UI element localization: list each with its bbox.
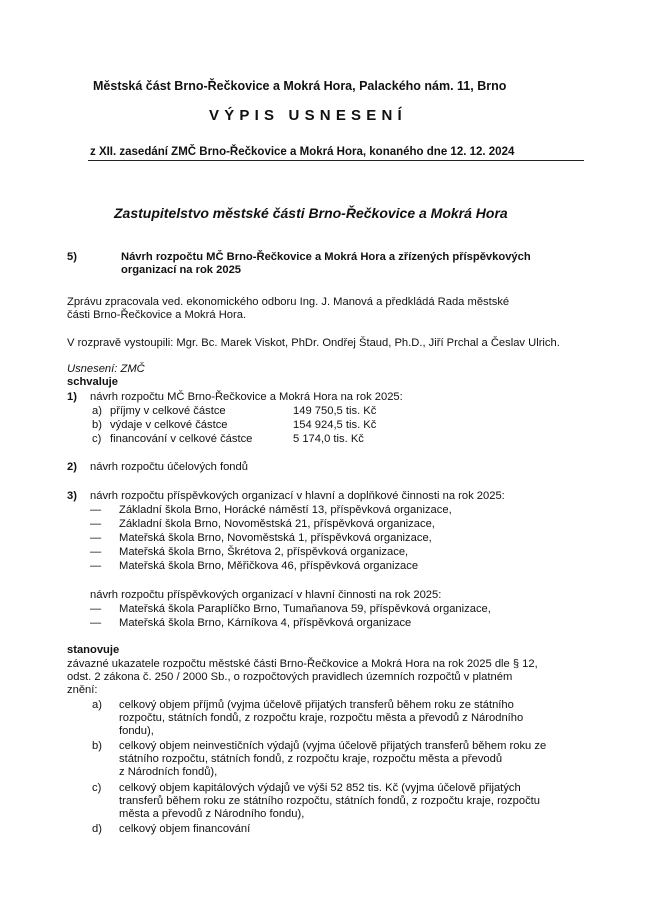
indicator-line: celkový objem neinvestičních výdajů (vyjma účelově přijatých transferů během roku ze	[119, 740, 547, 752]
budget-label: příjmy v celkové částce	[110, 405, 226, 417]
budget-value: 154 924,5 tis. Kč	[293, 419, 377, 431]
council-heading: Zastupitelstvo městské části Brno-Řečkovice a Mokrá Hora	[114, 205, 508, 221]
organization-item: Mateřská škola Brno, Kárníkova 4, příspěvková organizace	[119, 617, 412, 629]
list-dash: —	[90, 560, 102, 572]
list-dash: —	[90, 532, 102, 544]
list-dash: —	[90, 546, 102, 558]
indicator-letter: a)	[92, 699, 102, 711]
point-text: návrh rozpočtu příspěvkových organizací v hlavní činnosti na rok 2025:	[90, 589, 442, 601]
budget-letter: c)	[92, 433, 102, 445]
indicator-line: fondu),	[119, 725, 154, 737]
list-dash: —	[90, 504, 102, 516]
organization-item: Mateřská škola Brno, Škrétova 2, příspěvková organizace,	[119, 546, 409, 558]
sets-intro-line: odst. 2 zákona č. 250 / 2000 Sb., o rozpočtových pravidlech územních rozpočtů v platném	[67, 671, 513, 683]
approves-heading: schvaluje	[67, 376, 118, 388]
item-number: 5)	[67, 251, 77, 263]
document-title: VÝPIS USNESENÍ	[209, 107, 407, 124]
point-text: návrh rozpočtu MČ Brno-Řečkovice a Mokrá Hora na rok 2025:	[90, 391, 403, 403]
list-dash: —	[90, 603, 102, 615]
budget-letter: a)	[92, 405, 102, 417]
list-dash: —	[90, 518, 102, 530]
indicator-letter: d)	[92, 823, 102, 835]
organization-item: Mateřská škola Brno, Novoměstská 1, příspěvková organizace,	[119, 532, 432, 544]
organization-item: Základní škola Brno, Horácké náměstí 13, příspěvková organizace,	[119, 504, 452, 516]
indicator-line: celkový objem financování	[119, 823, 251, 835]
header-rule	[88, 160, 584, 161]
item-title-line: organizací na rok 2025	[121, 264, 242, 276]
budget-label: výdaje v celkové částce	[110, 419, 228, 431]
organization-item: Mateřská škola Paraplíčko Brno, Tumaňanova 59, příspěvková organizace,	[119, 603, 491, 615]
budget-label: financování v celkové částce	[110, 433, 253, 445]
point-number: 2)	[67, 461, 77, 473]
budget-letter: b)	[92, 419, 102, 431]
indicator-line: rozpočtu, státních fondů, z rozpočtu kraje, rozpočtu města a převodů z Národního	[119, 712, 524, 724]
budget-value: 149 750,5 tis. Kč	[293, 405, 377, 417]
indicator-line: transferů během roku ze státního rozpočtu, státních fondů, z rozpočtu kraje, rozpočtu	[119, 795, 541, 807]
organization-item: Základní škola Brno, Novoměstská 21, příspěvková organizace,	[119, 518, 435, 530]
session-subtitle: z XII. zasedání ZMČ Brno-Řečkovice a Mokrá Hora, konaného dne 12. 12. 2024	[90, 146, 515, 158]
point-text: návrh rozpočtu účelových fondů	[90, 461, 248, 473]
list-dash: —	[90, 617, 102, 629]
prepared-by-line: Zprávu zpracovala ved. ekonomického odboru Ing. J. Manová a předkládá Rada městské	[67, 296, 510, 308]
indicator-line: státního rozpočtu, státních fondů, z rozpočtu kraje, rozpočtu města a převodů	[119, 753, 503, 765]
sets-intro-line: znění:	[67, 684, 98, 696]
indicator-line: z Národních fondů),	[119, 766, 218, 778]
prepared-by-line: části Brno-Řečkovice a Mokrá Hora.	[67, 309, 247, 321]
point-number: 3)	[67, 490, 77, 502]
indicator-line: města a převodů z Národního fondu),	[119, 808, 305, 820]
resolution-label: Usnesení: ZMČ	[67, 363, 145, 375]
indicator-letter: c)	[92, 782, 102, 794]
indicator-line: celkový objem příjmů (vyjma účelově přijatých transferů během roku ze státního	[119, 699, 514, 711]
item-title-line: Návrh rozpočtu MČ Brno-Řečkovice a Mokrá Hora a zřízených příspěvkových	[121, 251, 531, 263]
sets-intro-line: závazné ukazatele rozpočtu městské části Brno-Řečkovice a Mokrá Hora na rok 2025 dle § 12,	[67, 658, 538, 670]
organization-item: Mateřská škola Brno, Měřičkova 46, příspěvková organizace	[119, 560, 419, 572]
point-text: návrh rozpočtu příspěvkových organizací v hlavní a doplňkové činnosti na rok 2025:	[90, 490, 505, 502]
speakers-line: V rozpravě vystoupili: Mgr. Bc. Marek Viskot, PhDr. Ondřej Štaud, Ph.D., Jiří Prchal a Česlav Ulrich.	[67, 337, 560, 349]
budget-value: 5 174,0 tis. Kč	[293, 433, 364, 445]
indicator-letter: b)	[92, 740, 102, 752]
point-number: 1)	[67, 391, 77, 403]
indicator-line: celkový objem kapitálových výdajů ve výši 52 852 tis. Kč (vyjma účelově přijatých	[119, 782, 521, 794]
municipality-header: Městská část Brno-Řečkovice a Mokrá Hora, Palackého nám. 11, Brno	[93, 79, 507, 93]
sets-heading: stanovuje	[67, 644, 120, 656]
